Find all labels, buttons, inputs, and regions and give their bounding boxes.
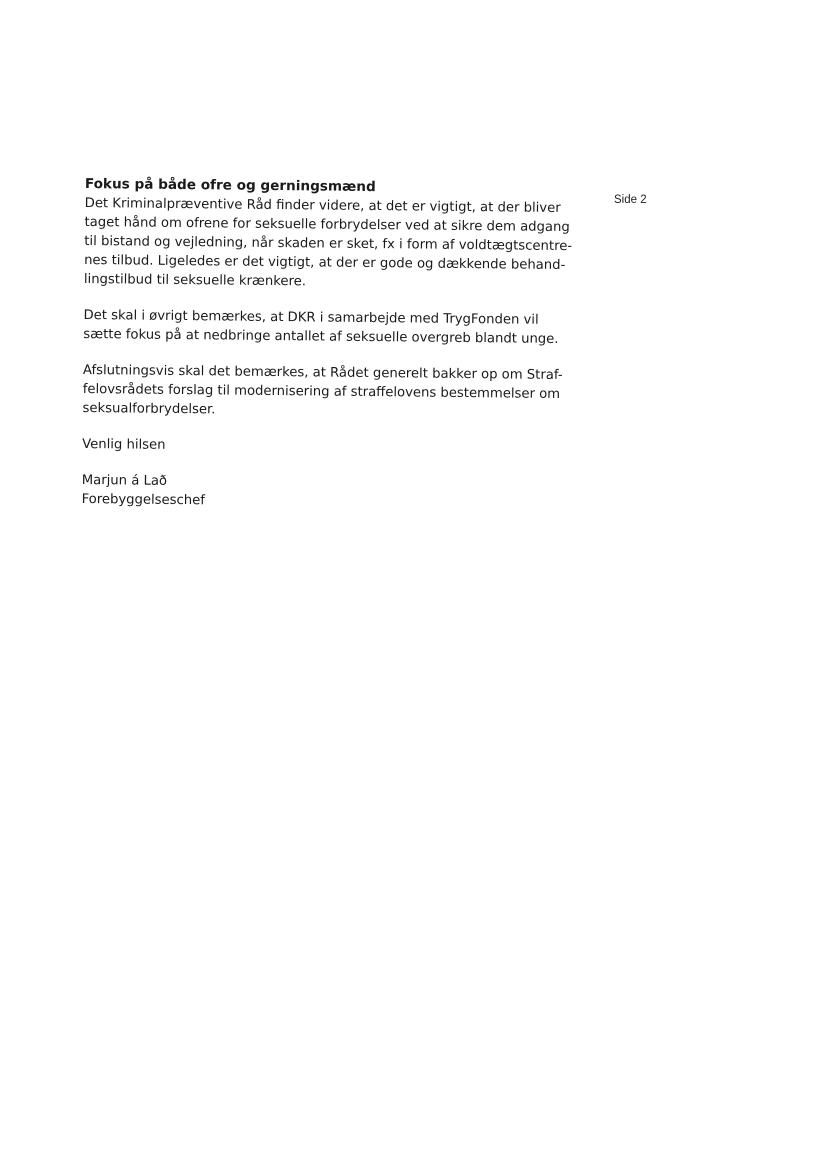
text-line: lingstilbud til seksuelle krænkere. [83, 271, 307, 290]
paragraph-1 [84, 194, 605, 294]
page-number: Side 2 [614, 194, 647, 206]
closing: Venlig hilsen [82, 436, 166, 453]
letter-body [82, 175, 605, 514]
text-line: Det skal i øvrigt bemærkes, at DKR i samarbejde med TrygFonden vil [83, 307, 539, 328]
paragraph-3 [82, 361, 603, 423]
text-line: taget hånd om ofrene for seksuelle forbrydelser ved at sikre dem adgang [84, 214, 570, 236]
text-line: Afslutningsvis skal det bemærkes, at Rådet generelt bakker op om Straf- [82, 362, 563, 384]
text-line: Det Kriminalpræventive Råd finder videre, at det er vigtigt, at der bliver [84, 195, 561, 216]
text-line: sætte fokus på at nedbringe antallet af seksuelle overgreb blandt unge. [83, 326, 559, 347]
paragraph-2 [83, 306, 603, 349]
text-line: nes tilbud. Ligeledes er det vigtigt, at der er gode og dækkende behand- [84, 252, 566, 274]
text-line: til bistand og vejledning, når skaden er sket, fx i form af voldtægtscentre- [84, 233, 573, 255]
text-line: felovsrådets forslag til modernisering af straffelovens bestemmelser om [82, 381, 561, 402]
signature-name: Marjun á Lað [81, 472, 168, 489]
section-heading: Fokus på både ofre og gerningsmænd [84, 175, 376, 196]
text-line: seksualforbrydelser. [82, 400, 216, 418]
signature-title: Forebyggelseschef [81, 491, 206, 509]
